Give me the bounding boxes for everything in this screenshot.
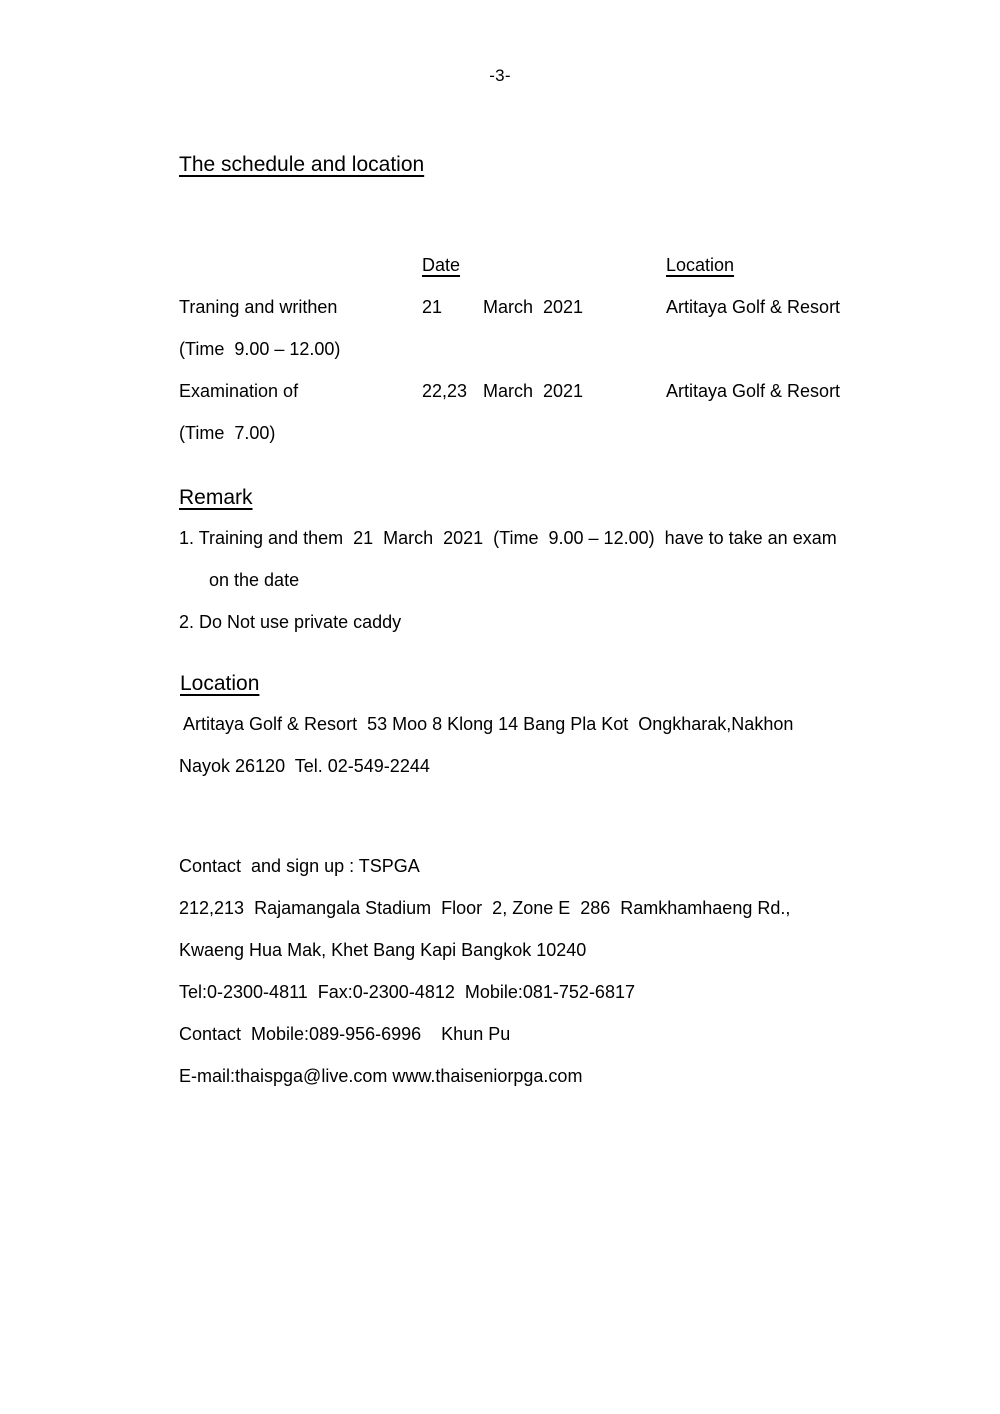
list-item: on the date	[209, 570, 300, 590]
table-row	[179, 381, 919, 423]
table-row	[179, 423, 919, 465]
list-item: 1. Training and them 21 March 2021 (Time 9.00 – 12.00) have to take an exam	[179, 528, 837, 548]
contact-mobile-line: Contact Mobile:089-956-6996 Khun Pu	[179, 1024, 511, 1044]
schedule-description: (Time 9.00 – 12.00)	[179, 339, 341, 359]
contact-phone-line: Tel:0-2300-4811 Fax:0-2300-4812 Mobile:081-752-6817	[179, 982, 635, 1002]
schedule-description: Traning and writhen	[179, 297, 338, 317]
location-address-line: Artitaya Golf & Resort 53 Moo 8 Klong 14 Bang Pla Kot Ongkharak,Nakhon	[179, 714, 794, 734]
schedule-location: Artitaya Golf & Resort	[666, 381, 841, 401]
contact-block	[179, 856, 939, 1108]
table-row	[179, 297, 919, 339]
contact-organization-line: Contact and sign up : TSPGA	[179, 856, 420, 876]
schedule-day: 21	[422, 297, 443, 317]
contact-email-line: E-mail:thaispga@live.com www.thaiseniorpga.com	[179, 1066, 583, 1086]
schedule-month-year: March 2021	[483, 381, 584, 401]
schedule-description: (Time 7.00)	[179, 423, 276, 443]
contact-address-line: Kwaeng Hua Mak, Khet Bang Kapi Bangkok 10240	[179, 940, 587, 960]
list-item: 2. Do Not use private caddy	[179, 612, 402, 632]
location-address-line: Nayok 26120 Tel. 02-549-2244	[179, 756, 430, 776]
page-title: The schedule and location	[179, 153, 425, 176]
column-header-date: Date	[422, 255, 461, 275]
location-heading: Location	[180, 672, 260, 695]
remark-list	[179, 528, 939, 654]
contact-address-line: 212,213 Rajamangala Stadium Floor 2, Zone E 286 Ramkhamhaeng Rd.,	[179, 898, 791, 918]
page-number: -3-	[489, 66, 511, 85]
table-row	[179, 339, 919, 381]
schedule-month-year: March 2021	[483, 297, 584, 317]
column-header-location: Location	[666, 255, 735, 275]
schedule-table	[179, 255, 919, 465]
schedule-location: Artitaya Golf & Resort	[666, 297, 841, 317]
location-address-block	[179, 714, 939, 798]
schedule-description: Examination of	[179, 381, 299, 401]
schedule-header-row	[179, 255, 919, 297]
remark-heading: Remark	[179, 486, 253, 509]
schedule-day: 22,23	[422, 381, 468, 401]
